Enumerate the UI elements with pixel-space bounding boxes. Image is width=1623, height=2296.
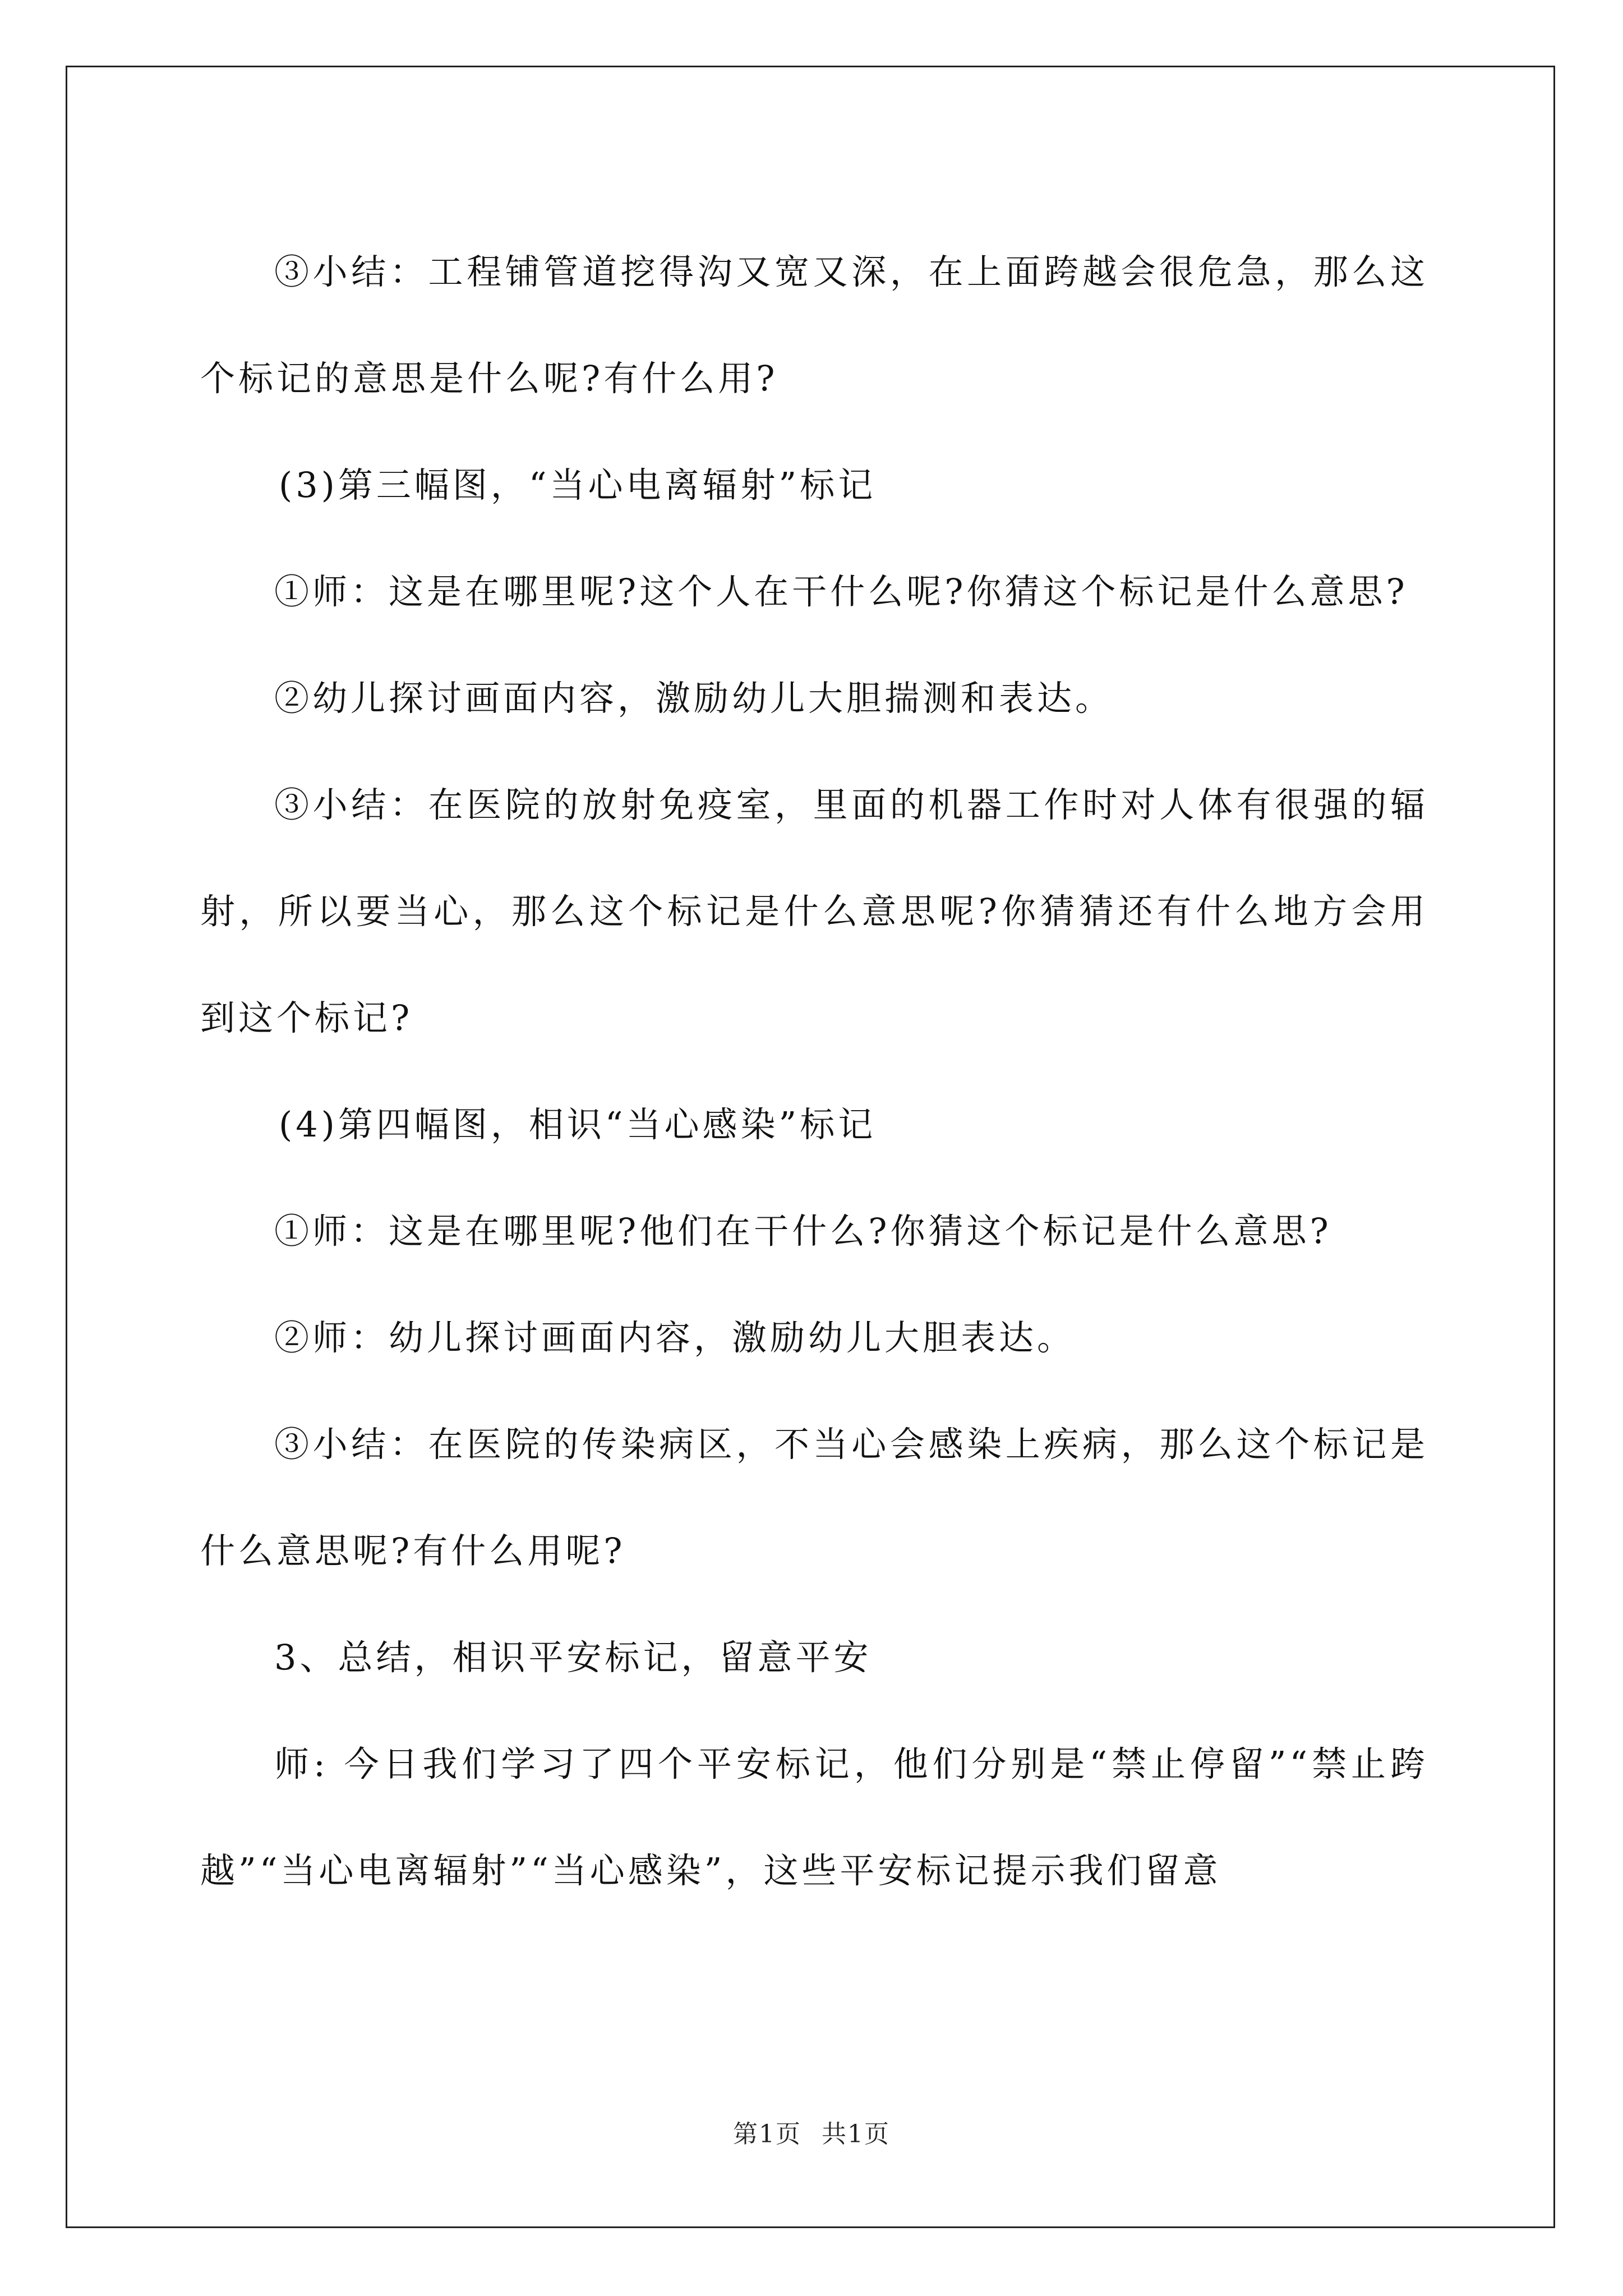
paragraph-teacher-question-3: ①师：这是在哪里呢?这个人在干什么呢?你猜这个标记是什么意思? [274,571,1408,612]
paragraph-section-summary: 3、总结，相识平安标记，留意平安 [274,1637,872,1678]
page-total: 共1页 [822,2120,890,2148]
paragraph-summary-crossing: ③小结：工程铺管道挖得沟又宽又深，在上面跨越会很危急，那么这个标记的意思是什么呢?有什么用? [200,251,1428,399]
paragraph-teacher-question-4: ①师：这是在哪里呢?他们在干什么?你猜这个标记是什么意思? [274,1211,1332,1251]
page-number: 第1页 [733,2120,801,2148]
document-body [200,219,1428,1924]
paragraph-summary-radiation: ③小结：在医院的放射免疫室，里面的机器工作时对人体有很强的辐射，所以要当心，那么这个标记是什么意思呢?你猜猜还有什么地方会用到这个标记? [200,784,1428,1038]
paragraph-teacher-conclusion: 师: 今日我们学习了四个平安标记，他们分别是“禁止停留”“禁止跨越”“当心电离辐射”“当心感染”，这些平安标记提示我们留意 [200,1743,1428,1891]
page-footer [0,2118,1623,2151]
paragraph-summary-infection: ③小结：在医院的传染病区，不当心会感染上疾病，那么这个标记是什么意思呢?有什么用呢? [200,1424,1428,1571]
paragraph-children-discuss-3: ②幼儿探讨画面内容，激励幼儿大胆揣测和表达。 [274,678,1114,719]
paragraph-children-discuss-4: ②师：幼儿探讨画面内容，激励幼儿大胆表达。 [274,1317,1076,1358]
paragraph-heading-third-image: (3)第三幅图，“当心电离辐射”标记 [279,464,877,505]
paragraph-heading-fourth-image: (4)第四幅图，相识“当心感染”标记 [279,1104,877,1145]
